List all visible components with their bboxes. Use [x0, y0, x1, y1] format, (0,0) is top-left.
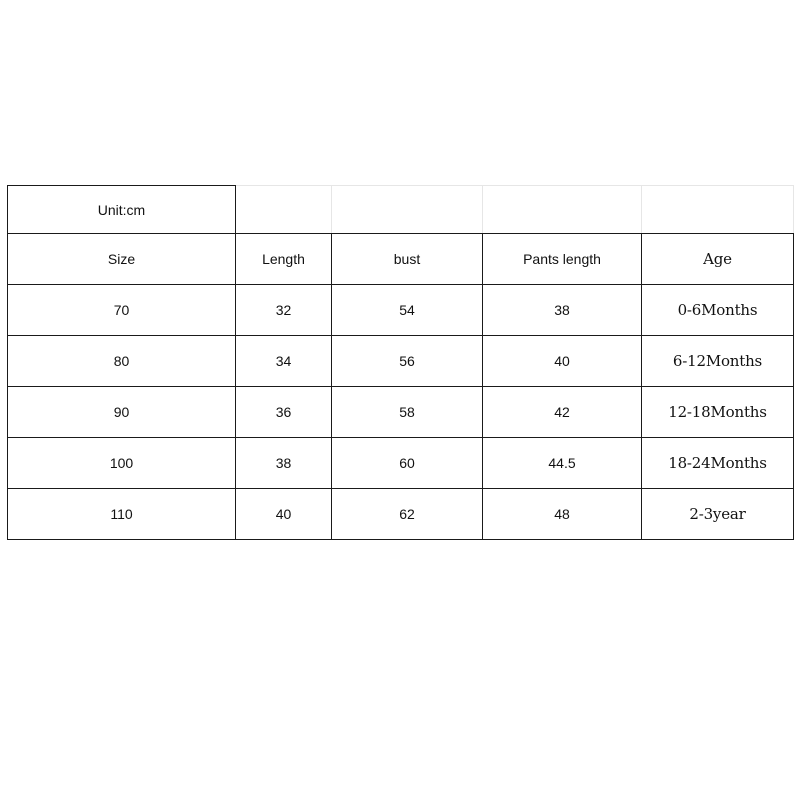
cell-bust: 54 — [332, 285, 483, 336]
unit-label: Unit:cm — [8, 186, 236, 234]
cell-size: 110 — [8, 489, 236, 540]
cell-size: 90 — [8, 387, 236, 438]
cell-pants-length: 40 — [483, 336, 642, 387]
cell-age: 6-12Months — [642, 336, 794, 387]
table-row — [8, 387, 794, 438]
empty-cell — [332, 186, 483, 234]
cell-bust: 58 — [332, 387, 483, 438]
header-size: Size — [8, 234, 236, 285]
cell-length: 40 — [236, 489, 332, 540]
cell-pants-length: 44.5 — [483, 438, 642, 489]
cell-bust: 60 — [332, 438, 483, 489]
cell-length: 36 — [236, 387, 332, 438]
cell-age: 2-3year — [642, 489, 794, 540]
cell-age: 12-18Months — [642, 387, 794, 438]
table-row — [8, 489, 794, 540]
header-length: Length — [236, 234, 332, 285]
header-bust: bust — [332, 234, 483, 285]
cell-age: 0-6Months — [642, 285, 794, 336]
cell-length: 38 — [236, 438, 332, 489]
header-age: Age — [642, 234, 794, 285]
table-row — [8, 285, 794, 336]
header-row — [8, 234, 794, 285]
table-row — [8, 336, 794, 387]
cell-pants-length: 48 — [483, 489, 642, 540]
cell-size: 70 — [8, 285, 236, 336]
empty-cell — [236, 186, 332, 234]
cell-bust: 56 — [332, 336, 483, 387]
header-pants-length: Pants length — [483, 234, 642, 285]
cell-length: 34 — [236, 336, 332, 387]
table-row — [8, 438, 794, 489]
cell-pants-length: 42 — [483, 387, 642, 438]
cell-age: 18-24Months — [642, 438, 794, 489]
unit-row — [8, 186, 794, 234]
cell-bust: 62 — [332, 489, 483, 540]
cell-pants-length: 38 — [483, 285, 642, 336]
cell-length: 32 — [236, 285, 332, 336]
cell-size: 80 — [8, 336, 236, 387]
cell-size: 100 — [8, 438, 236, 489]
empty-cell — [483, 186, 642, 234]
empty-cell — [642, 186, 794, 234]
size-chart-table — [7, 185, 794, 540]
